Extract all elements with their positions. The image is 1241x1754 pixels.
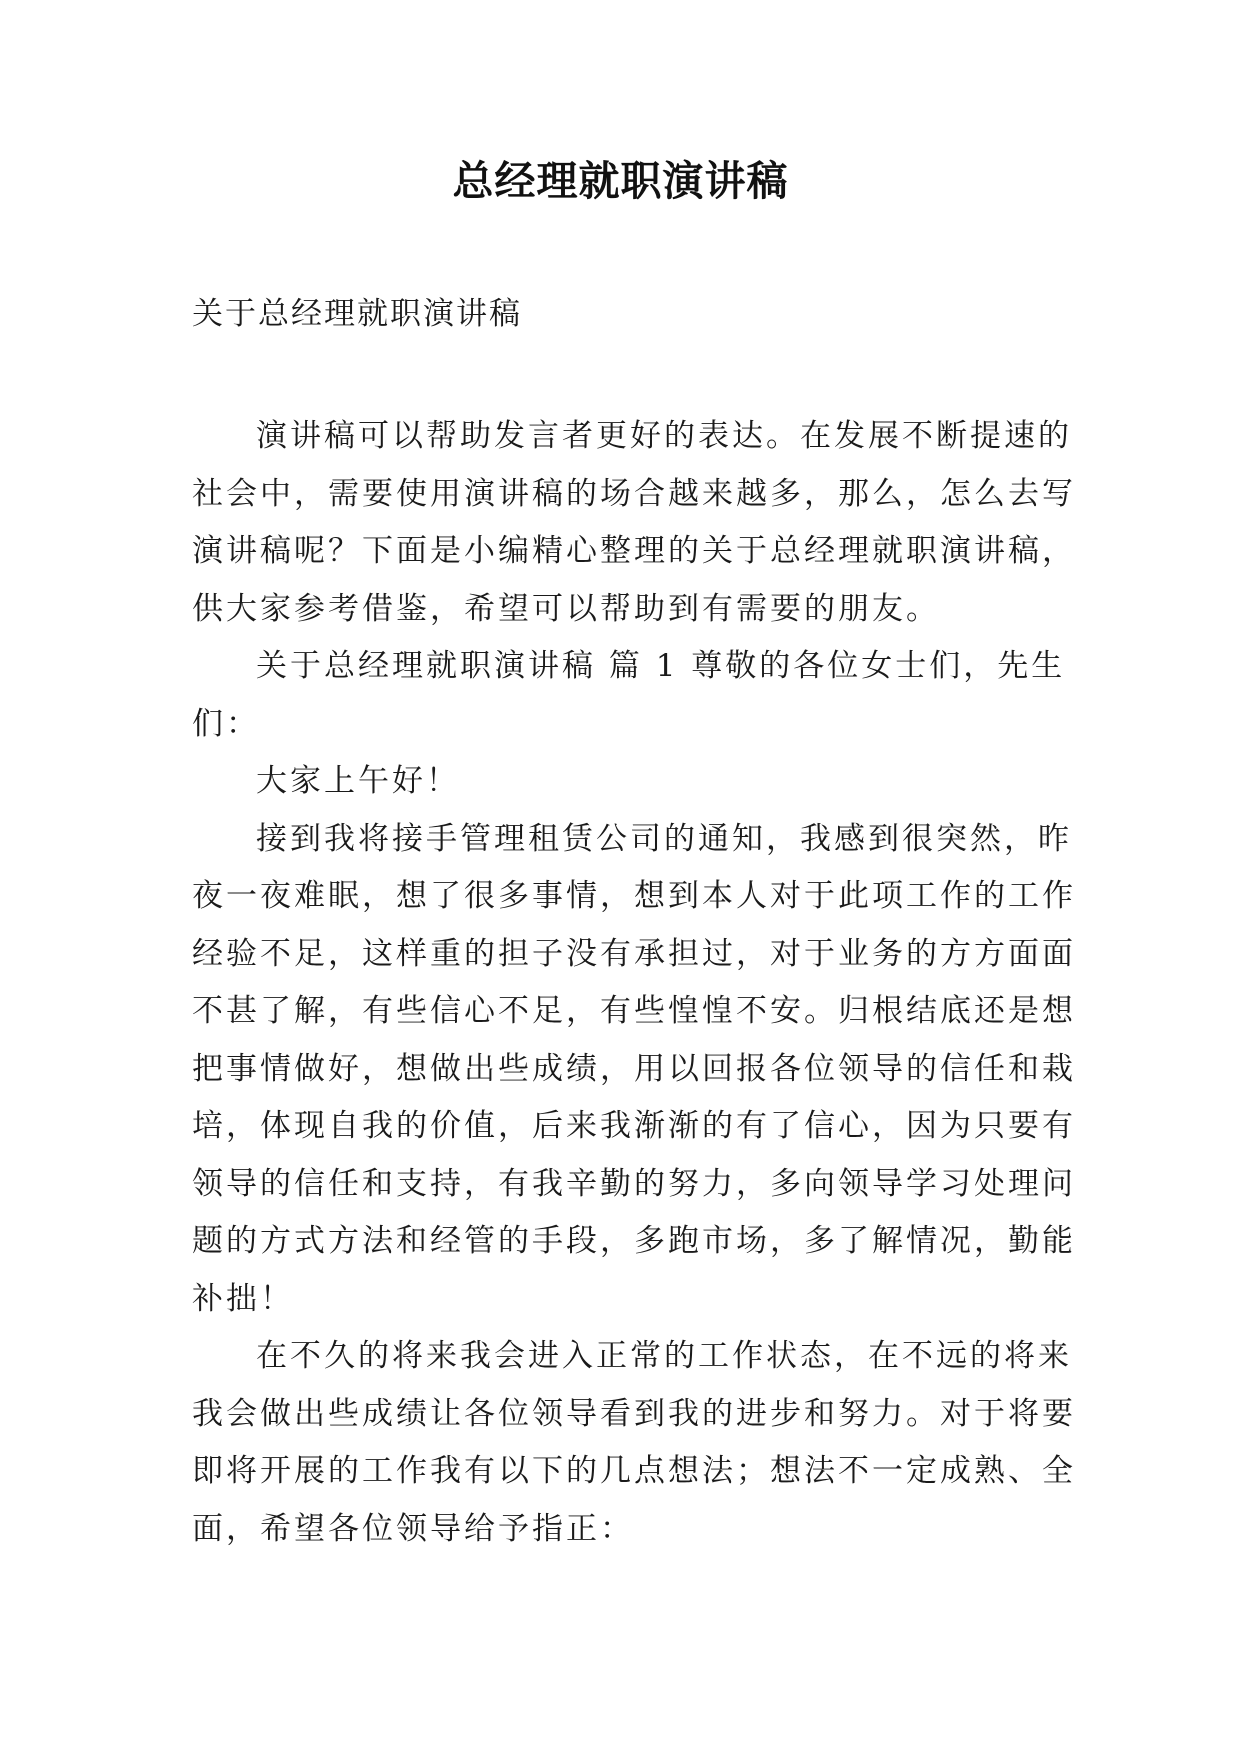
paragraph bbox=[192, 408, 1076, 638]
paragraph-line: 领导的信任和支持，有我辛勤的努力，多向领导学习处理问 bbox=[192, 1165, 1076, 1202]
paragraph bbox=[192, 753, 1072, 811]
document-subtitle: 关于总经理就职演讲稿 bbox=[192, 296, 522, 332]
paragraph-line: 社会中，需要使用演讲稿的场合越来越多，那么，怎么去写 bbox=[192, 475, 1076, 512]
paragraph-line: 供大家参考借鉴，希望可以帮助到有需要的朋友。 bbox=[192, 590, 940, 627]
paragraph bbox=[192, 1328, 1076, 1558]
paragraph-line: 在不久的将来我会进入正常的工作状态，在不远的将来 bbox=[256, 1338, 1072, 1374]
paragraph-line: 们： bbox=[192, 705, 260, 742]
document-title: 总经理就职演讲稿 bbox=[452, 157, 789, 205]
paragraph-line: 接到我将接手管理租赁公司的通知，我感到很突然，昨 bbox=[256, 820, 1072, 857]
paragraph-line: 培，体现自我的价值，后来我渐渐的有了信心，因为只要有 bbox=[192, 1108, 1076, 1144]
paragraph-line: 补拙！ bbox=[192, 1280, 294, 1317]
paragraph-line: 大家上午好！ bbox=[256, 763, 460, 799]
paragraph-line: 夜一夜难眠，想了很多事情，想到本人对于此项工作的工作 bbox=[192, 878, 1076, 914]
paragraph-line: 题的方式方法和经管的手段，多跑市场，多了解情况，勤能 bbox=[192, 1223, 1076, 1259]
paragraph bbox=[192, 638, 1072, 753]
paragraph-line: 演讲稿可以帮助发言者更好的表达。在发展不断提速的 bbox=[256, 418, 1072, 454]
paragraph-line: 把事情做好，想做出些成绩，用以回报各位领导的信任和栽 bbox=[192, 1050, 1076, 1087]
document-body bbox=[192, 408, 1076, 1558]
paragraph bbox=[192, 811, 1076, 1329]
paragraph-line: 不甚了解，有些信心不足，有些惶惶不安。归根结底还是想 bbox=[192, 993, 1076, 1029]
paragraph-line: 关于总经理就职演讲稿 篇 1 尊敬的各位女士们，先生 bbox=[256, 648, 1066, 684]
paragraph-line: 我会做出些成绩让各位领导看到我的进步和努力。对于将要 bbox=[192, 1395, 1076, 1432]
paragraph-line: 演讲稿呢？下面是小编精心整理的关于总经理就职演讲稿， bbox=[192, 533, 1076, 569]
paragraph-line: 经验不足，这样重的担子没有承担过，对于业务的方方面面 bbox=[192, 935, 1076, 972]
paragraph-line: 面，希望各位领导给予指正： bbox=[192, 1510, 634, 1547]
paragraph-line: 即将开展的工作我有以下的几点想法；想法不一定成熟、全 bbox=[192, 1453, 1076, 1489]
